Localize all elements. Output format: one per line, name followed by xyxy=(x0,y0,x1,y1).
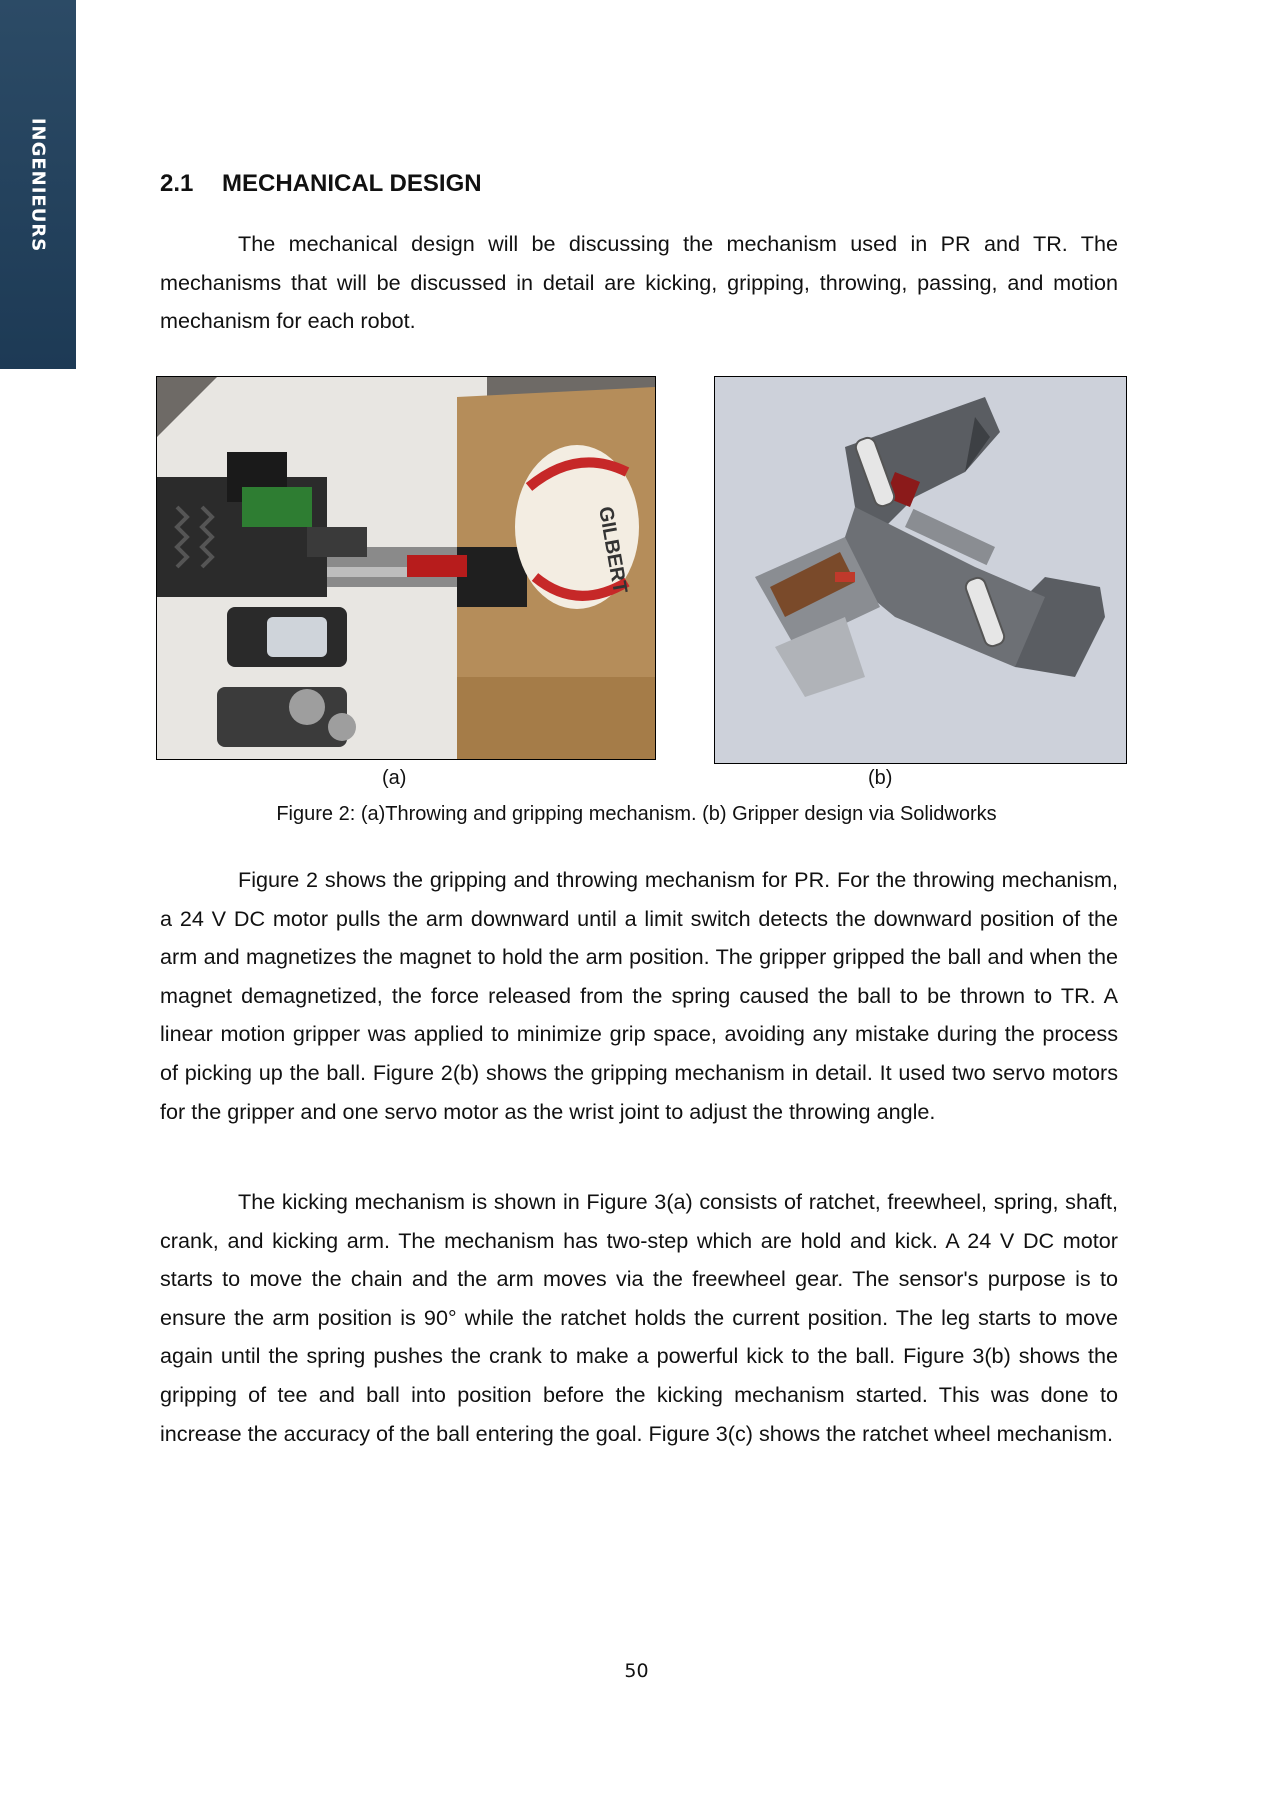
paragraph-intro: The mechanical design will be discussing the mechanism used in PR and TR. The mechanisms that will be discussed in detail are kicking, gripping, throwing, passing, and motion mechanism for each robot. xyxy=(160,231,1118,334)
sidebar-tab xyxy=(0,0,76,369)
gripper-cad-illustration xyxy=(715,377,1126,763)
subfigure-label-a: (a) xyxy=(382,767,407,789)
section-title: MECHANICAL DESIGN xyxy=(222,170,482,197)
section-heading xyxy=(160,170,482,198)
ball-brand-text: GILBERT xyxy=(594,504,632,596)
robot-photo-illustration xyxy=(157,377,655,759)
figure-2b-cad xyxy=(714,376,1127,764)
paragraph-throwing: Figure 2 shows the gripping and throwing mechanism for PR. For the throwing mechanism, a 24 V DC motor pulls the arm downward until a limit switch detects the downward position of the arm and magnetizes the magnet to hold the arm position. The gripper gripped the ball and when the magnet demagnetized, the force released from the spring caused the ball to be thrown to TR. A linear motion gripper was applied to minimize grip space, avoiding any mistake during the process of picking up the ball. Figure 2(b) shows the gripping mechanism in detail. It used two servo motors for the gripper and one servo motor as the wrist joint to adjust the throwing angle. xyxy=(160,867,1118,1124)
figure-2a-photo xyxy=(156,376,656,760)
figure-caption: Figure 2: (a)Throwing and gripping mechanism. (b) Gripper design via Solidworks xyxy=(276,803,997,825)
sidebar-label: INGENIEURS xyxy=(27,117,49,253)
subfigure-label-b: (b) xyxy=(868,767,893,789)
page-number: 50 xyxy=(624,1660,649,1682)
paragraph-kicking: The kicking mechanism is shown in Figure 3(a) consists of ratchet, freewheel, spring, shaft, crank, and kicking arm. The mechanism has two-step which are hold and kick. A 24 V DC motor starts to move the chain and the arm moves via the freewheel gear. The sensor's purpose is to ensure the arm position is 90° while the ratchet holds the current position. The leg starts to move again until the spring pushes the crank to make a powerful kick to the ball. Figure 3(b) shows the gripping of tee and ball into position before the kicking mechanism started. This was done to increase the accuracy of the ball entering the goal. Figure 3(c) shows the ratchet wheel mechanism. xyxy=(160,1189,1118,1446)
section-number: 2.1 xyxy=(160,170,194,197)
